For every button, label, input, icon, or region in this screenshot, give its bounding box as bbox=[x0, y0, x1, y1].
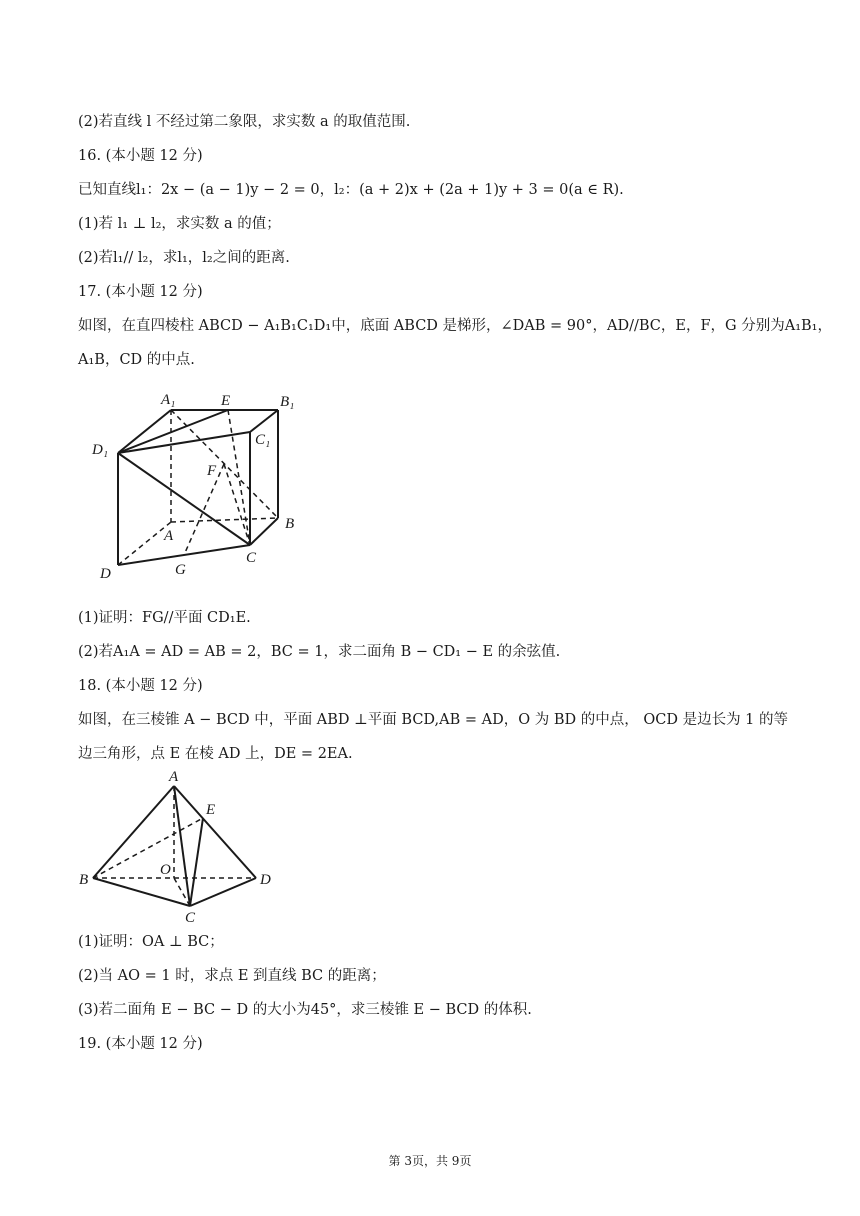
q18-stem-line2: 边三角形，点 E 在棱 AD 上，DE = 2EA. bbox=[78, 746, 353, 762]
q15-part2: (2)若直线 l 不经过第二象限，求实数 a 的取值范围. bbox=[78, 114, 411, 130]
tetrahedron-figure bbox=[75, 765, 285, 930]
q18-part1: (1)证明：OA ⊥ BC； bbox=[78, 934, 224, 950]
label-G: G bbox=[175, 562, 186, 578]
label-A: A bbox=[169, 769, 179, 785]
label-B: B bbox=[285, 516, 295, 532]
q18-stem-line1: 如图，在三棱锥 A − BCD 中，平面 ABD ⊥平面 BCD,AB = AD，O 为 BD 的中点， OCD 是边长为 1 的等 bbox=[78, 712, 789, 728]
q17-stem-line1: 如图，在直四棱柱 ABCD − A₁B₁C₁D₁中，底面 ABCD 是梯形，∠DAB = 90°，AD//BC，E，F，G 分别为A₁B₁， bbox=[78, 318, 832, 334]
label-B: B bbox=[79, 872, 89, 888]
q16-part2: (2)若l₁// l₂，求l₁，l₂之间的距离. bbox=[78, 250, 290, 266]
page-footer: 第 3页，共 9页 bbox=[388, 1154, 472, 1168]
label-C1: C₁ bbox=[255, 432, 271, 448]
q16-header: 16. (本小题 12 分) bbox=[78, 148, 203, 164]
label-F: F bbox=[207, 463, 217, 479]
q17-part1: (1)证明：FG//平面 CD₁E. bbox=[78, 610, 251, 626]
q17-stem-line2: A₁B，CD 的中点. bbox=[78, 352, 195, 368]
q17-part2: (2)若A₁A = AD = AB = 2，BC = 1，求二面角 B − CD₁ − E 的余弦值. bbox=[78, 644, 561, 660]
q16-stem: 已知直线l₁：2x − (a − 1)y − 2 = 0，l₂：(a + 2)x + (2a + 1)y + 3 = 0(a ∈ R). bbox=[78, 182, 624, 198]
q18-header: 18. (本小题 12 分) bbox=[78, 678, 203, 694]
label-E: E bbox=[221, 393, 231, 409]
label-B1: B₁ bbox=[280, 394, 295, 410]
label-E: E bbox=[206, 802, 216, 818]
label-C: C bbox=[185, 910, 196, 926]
label-A: A bbox=[164, 528, 174, 544]
q18-part3: (3)若二面角 E − BC − D 的大小为45°，求三棱锥 E − BCD 的体积. bbox=[78, 1002, 532, 1018]
q18-part2: (2)当 AO = 1 时，求点 E 到直线 BC 的距离； bbox=[78, 968, 386, 984]
q19-header: 19. (本小题 12 分) bbox=[78, 1036, 203, 1052]
label-D1: D₁ bbox=[92, 442, 109, 458]
label-D: D bbox=[260, 872, 271, 888]
label-C: C bbox=[246, 550, 257, 566]
label-O: O bbox=[160, 862, 171, 878]
label-A1: A₁ bbox=[161, 392, 176, 408]
prism-figure bbox=[85, 385, 315, 585]
label-D: D bbox=[100, 566, 111, 582]
q16-part1: (1)若 l₁ ⊥ l₂，求实数 a 的值； bbox=[78, 216, 281, 232]
q17-header: 17. (本小题 12 分) bbox=[78, 284, 203, 300]
